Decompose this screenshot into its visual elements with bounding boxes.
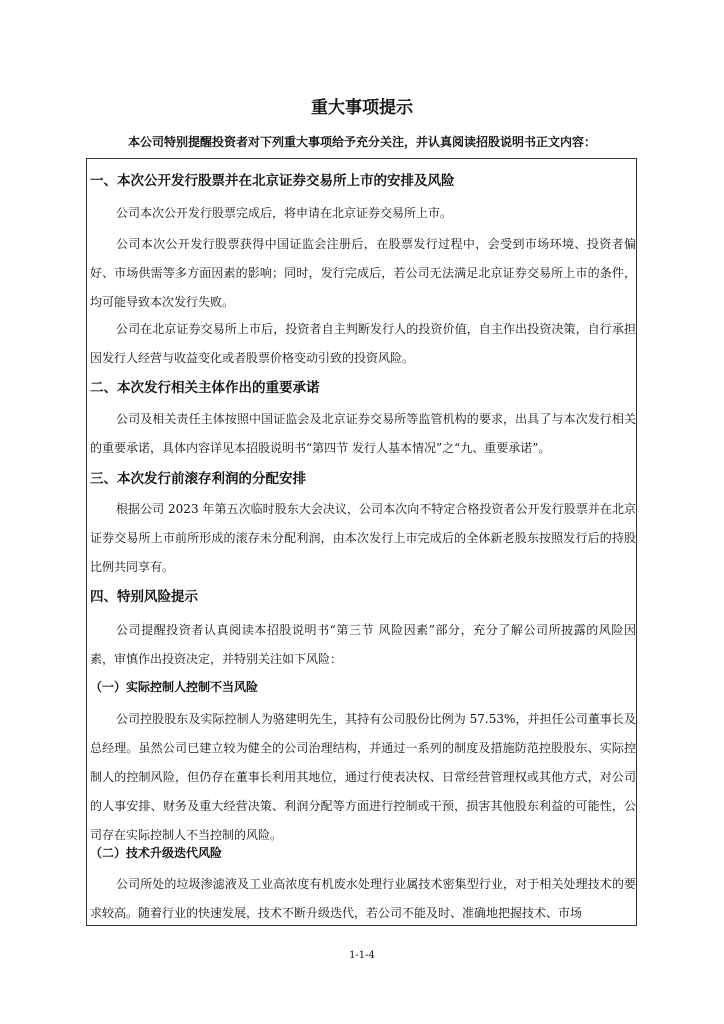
paragraph: 公司所处的垃圾渗滤液及工业高浓度有机废水处理行业属技术密集型行业，对于相关处理技术的要求较高。随着行业的快速发展，技术不断升级迭代，若公司不能及时、准确地把握技术、市场 [90, 877, 636, 920]
section-heading-1: 一、本次公开发行股票并在北京证券交易所上市的安排及风险 [90, 173, 455, 189]
paragraph: 公司在北京证券交易所上市后，投资者自主判断发行人的投资价值，自主作出投资决策，自行承担因发行人经营与收益变化或者股票价格变动引致的投资风险。 [90, 322, 636, 365]
paragraph: 公司本次公开发行股票获得中国证监会注册后，在股票发行过程中，会受到市场环境、投资者偏好、市场供需等多方面因素的影响；同时，发行完成后，若公司无法满足北京证券交易所上市的条件，均可能导致本次发行失败。 [90, 237, 636, 309]
paragraph: 公司本次公开发行股票完成后，将申请在北京证券交易所上市。 [116, 206, 453, 220]
paragraph: 公司控股股东及实际控制人为骆建明先生，其持有公司股份比例为 57.53%，并担任公司董事长及总经理。虽然公司已建立较为健全的公司治理结构，并通过一系列的制度及措施防范控股股东、实际控制人的控制风险，但仍存在董事长利用其地位，通过行使表决权、日常经营管理权或其他方式，对公司的人事安排、财务及重大经营决策、利润分配等方面进行控制或干预，损害其他股东利益的可能性，公司存在实际控制人不当控制的风险。 [90, 712, 636, 842]
notice-text: 本公司特别提醒投资者对下列重大事项给予充分关注，并认真阅读招股说明书正文内容： [127, 135, 596, 149]
subsection-heading-2: （二）技术升级迭代风险 [90, 846, 223, 860]
paragraph: 根据公司 2023 年第五次临时股东大会决议，公司本次向不特定合格投资者公开发行股票并在北京证券交易所上市前所形成的滚存未分配利润，由本次发行上市完成后的全体新老股东按照发行后的持股比例共同享有。 [90, 502, 636, 574]
subsection-heading-1: （一）实际控制人控制不当风险 [90, 680, 259, 694]
section-heading-4: 四、特别风险提示 [90, 589, 198, 605]
section-heading-2: 二、本次发行相关主体作出的重要承诺 [90, 380, 320, 396]
page-title: 重大事项提示 [311, 98, 413, 118]
section-heading-3: 三、本次发行前滚存利润的分配安排 [90, 471, 306, 487]
page-number: 1-1-4 [349, 950, 375, 961]
content-box [86, 158, 637, 926]
paragraph: 公司及相关责任主体按照中国证监会及北京证券交易所等监管机构的要求，出具了与本次发行相关的重要承诺，具体内容详见本招股说明书“第四节 发行人基本情况”之“九、重要承诺”。 [90, 412, 636, 455]
paragraph: 公司提醒投资者认真阅读本招股说明书“第三节 风险因素”部分，充分了解公司所披露的风险因素，审慎作出投资决定，并特别关注如下风险： [90, 623, 636, 666]
